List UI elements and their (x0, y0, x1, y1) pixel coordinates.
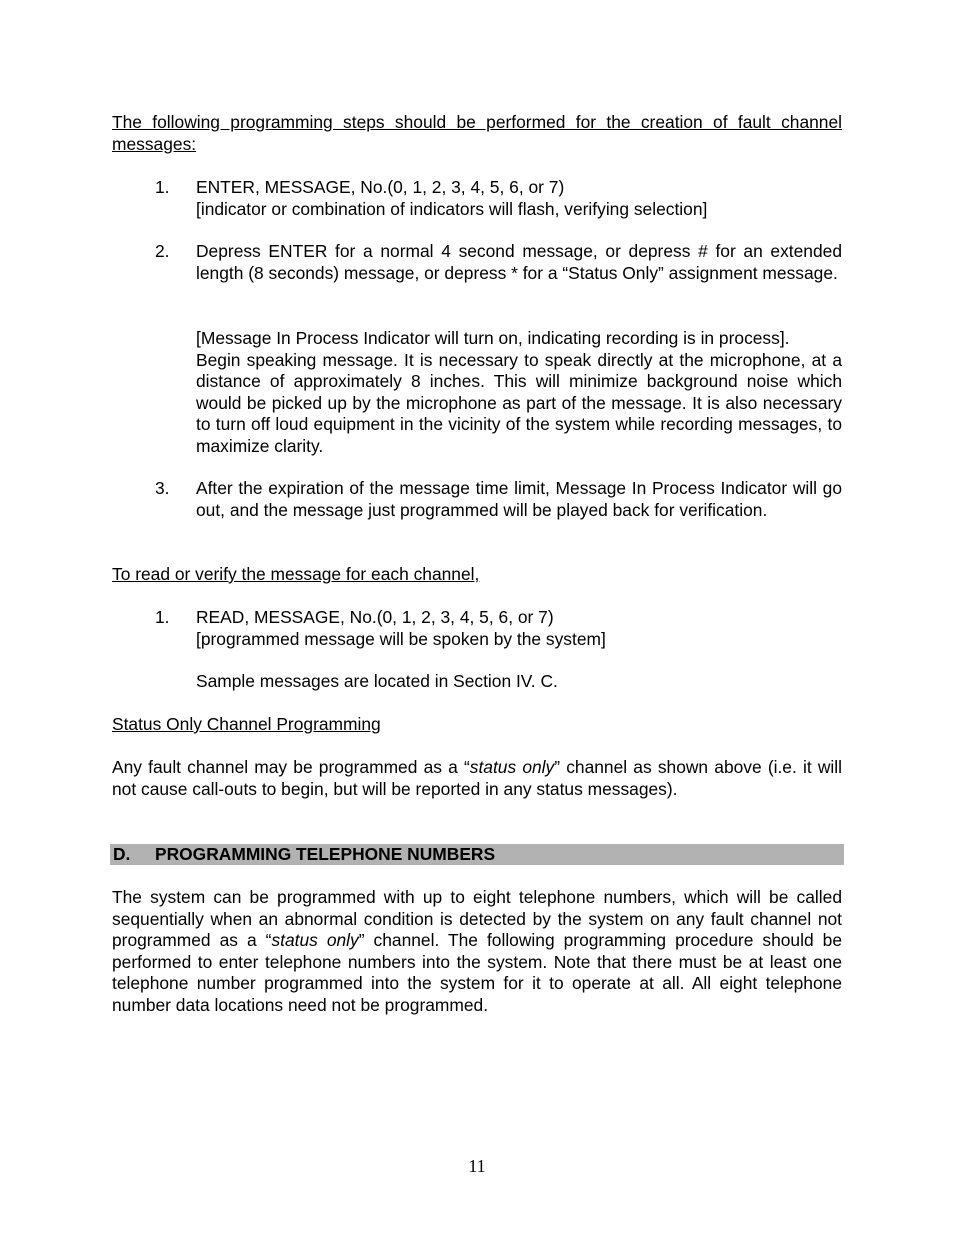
sample-messages-note: Sample messages are located in Section IV. C. (196, 671, 558, 691)
section-d-text: ” channel. The following programming procedure should be performed to enter telephone numbers into the system. Note that there must be at least one telephone number programmed into the system for it to operate at all. All eight telephone number data locations need not be programmed. (112, 930, 842, 1015)
step-line: [programmed message will be spoken by the system] (196, 628, 606, 649)
status-only-text: ” channel as shown above (i.e. it will not cause call-outs to begin, but will be reported in any status messages). (112, 757, 842, 799)
section-title: PROGRAMMING TELEPHONE NUMBERS (155, 844, 496, 864)
step-number: 1. (155, 177, 170, 197)
recording-note (196, 328, 842, 458)
recording-note-text: Begin speaking message. It is necessary to speak directly at the microphone, at a distance of approximately 8 inches. This will minimize background noise which would be picked up by the microphone as part of the message. It is also necessary to turn off loud equipment in the vicinity of the system while recording messages, to maximize clarity. (196, 349, 842, 456)
intro-heading: The following programming steps should be performed for the creation of fault channel messages: (112, 112, 842, 154)
status-only-heading: Status Only Channel Programming (112, 714, 381, 734)
step-text: After the expiration of the message time limit, Message In Process Indicator will go out, and the message just programmed will be played back for verification. (196, 478, 842, 520)
step-body (196, 177, 842, 220)
status-only-italic: status only (469, 757, 555, 777)
step-number: 1. (155, 607, 170, 627)
section-letter: D. (113, 844, 131, 864)
status-only-paragraph (112, 757, 842, 800)
recording-note-line: [Message In Process Indicator will turn on, indicating recording is in process]. (196, 328, 790, 348)
step-number: 2. (155, 241, 170, 261)
page-number: 11 (468, 1156, 486, 1176)
step-line: READ, MESSAGE, No.(0, 1, 2, 3, 4, 5, 6, or 7) (196, 607, 554, 627)
verify-heading: To read or verify the message for each channel, (112, 564, 480, 584)
section-d-paragraph (112, 887, 842, 1017)
step-line: ENTER, MESSAGE, No.(0, 1, 2, 3, 4, 5, 6, or 7) (196, 177, 565, 197)
step-line: [indicator or combination of indicators will flash, verifying selection] (196, 198, 708, 219)
status-only-text: Any fault channel may be programmed as a “ (112, 757, 470, 777)
section-d-text: The system can be programmed with up to eight telephone numbers, which will be called sequentially when an abnormal condition is detected by the system on any fault channel not programmed as a “ (112, 887, 842, 951)
step-body (196, 607, 842, 650)
step-text: Depress ENTER for a normal 4 second message, or depress # for an extended length (8 seconds) message, or depress * for a “Status Only” assignment message. (196, 241, 842, 283)
section-d-italic: status only (271, 930, 359, 951)
section-heading-bar (110, 844, 844, 865)
step-number: 3. (155, 478, 170, 498)
